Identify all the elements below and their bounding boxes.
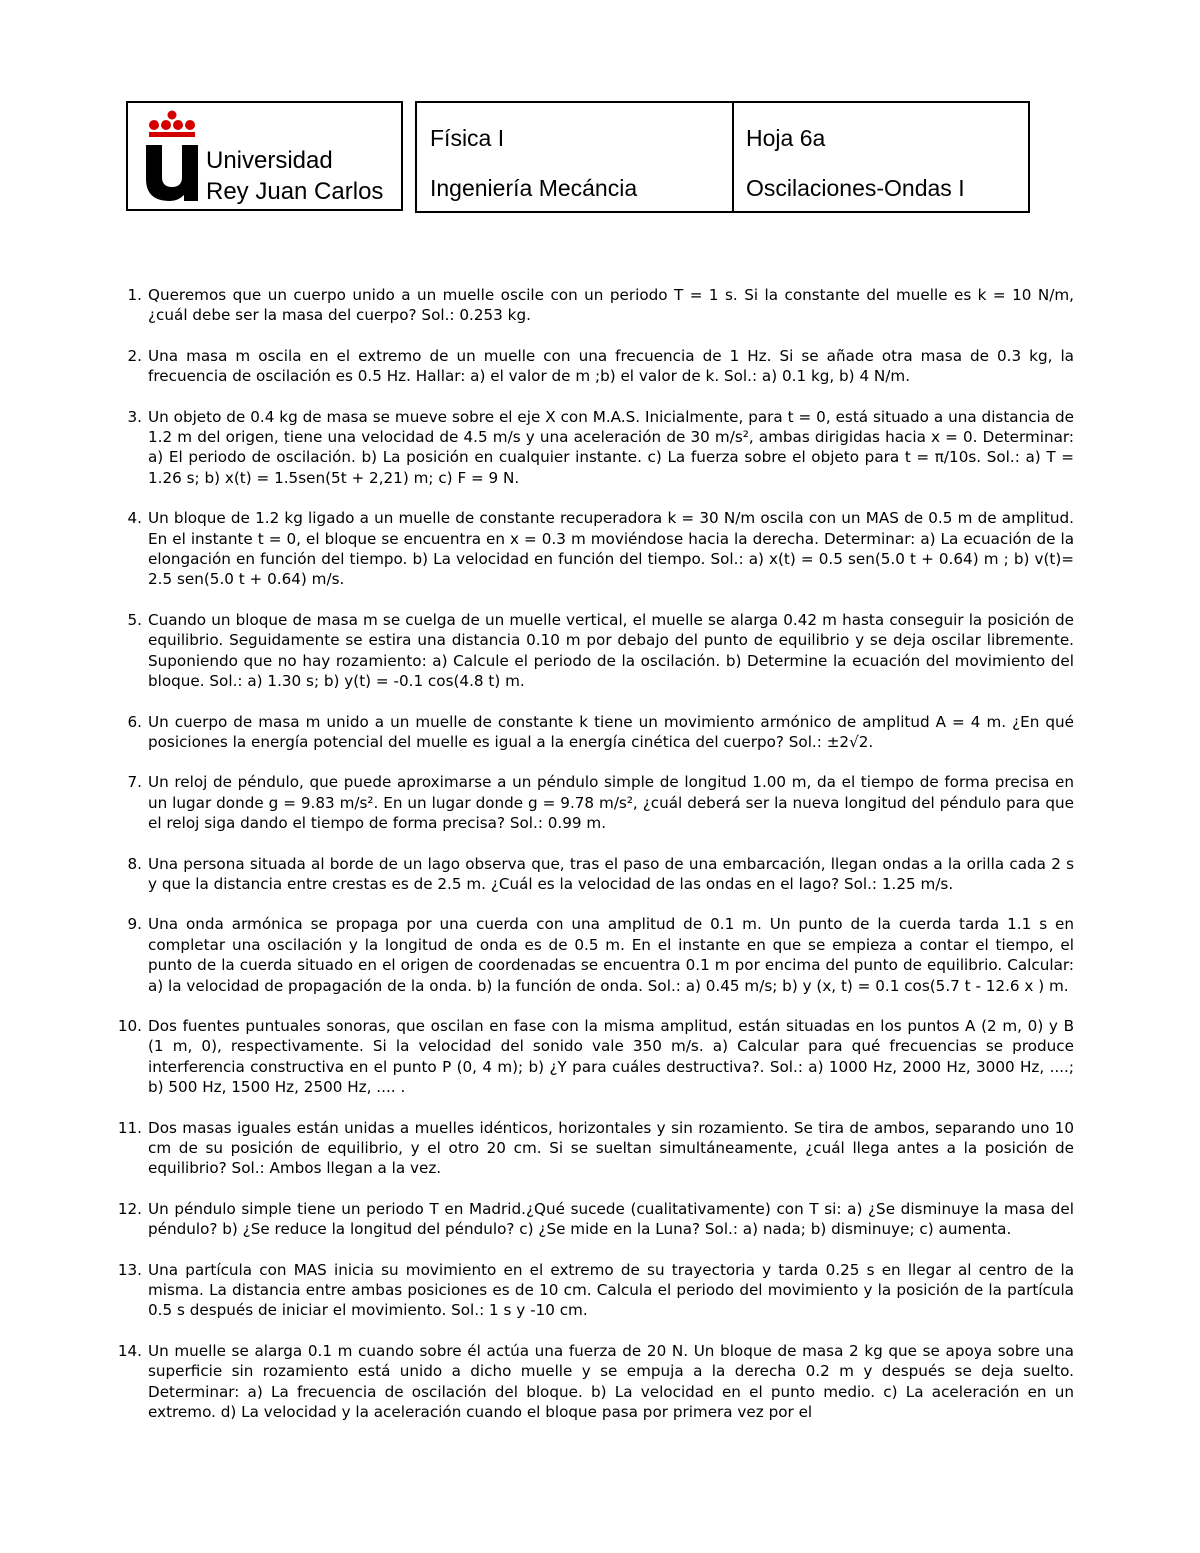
- problem-item: 1. Queremos que un cuerpo unido a un muelle oscile con un periodo T = 1 s. Si la constante del muelle es k = 10 N/m, ¿cuál debe ser la masa del cuerpo? Sol.: 0.253 kg.: [127, 286, 1074, 325]
- problem-item: 13. Una partícula con MAS inicia su movimiento en el extremo de su trayectoria y tarda 0.25 s en llegar al centro de la misma. La distancia entre ambas posiciones es de 10 cm. Calcula el periodo del movimiento y la posición de la partícula 0.5 s después de iniciar el movimiento. Sol.: 1 s y -10 cm.: [117, 1260, 1074, 1320]
- page-header: [126, 101, 1030, 213]
- subject-label: Física I: [430, 125, 505, 151]
- problem-item: 8. Una persona situada al borde de un lago observa que, tras el paso de una embarcación, llegan ondas a la orilla cada 2 s y que la distancia entre crestas es de 2.5 m. ¿Cuál es la velocidad de las ondas en el lago? Sol.: 1.25 m/s.: [127, 854, 1074, 893]
- problem-list: [110, 285, 1074, 1442]
- degree-label: Ingeniería Mecáncia: [430, 175, 638, 201]
- problem-item: 14. Un muelle se alarga 0.1 m cuando sobre él actúa una fuerza de 20 N. Un bloque de masa 2 kg que se apoya sobre una superficie sin rozamiento está unido a dicho muelle y se empuja a la derecha 0.2 m y después se deja suelto. Determinar: a) La frecuencia de oscilación del bloque. b) La velocidad en el punto medio. c) La aceleración en un extremo. d) La velocidad y la aceleración cuando el bloque pasa por primera vez por el: [117, 1341, 1074, 1422]
- info-divider: [732, 103, 734, 211]
- problem-item: 9. Una onda armónica se propaga por una cuerda con una amplitud de 0.1 m. Un punto de la cuerda tarda 1.1 s en completar una oscilación y la longitud de onda es de 0.5 m. En el instante en que se empieza a contar el tiempo, el punto de la cuerda situado en el origen de coordenadas se encuentra 0.1 m por encima del punto de equilibrio. Calcular: a) la velocidad de propagación de la onda. b) la función de onda. Sol.: a) 0.45 m/s; b) y (x, t) = 0.1 cos(5.7 t - 12.6 x ) m.: [127, 915, 1074, 995]
- problem-item: 10. Dos fuentes puntuales sonoras, que oscilan en fase con la misma amplitud, están situadas en los puntos A (2 m, 0) y B (1 m, 0), respectivamente. Si la velocidad del sonido vale 350 m/s. a) Calcular para qué frecuencias se produce interferencia constructiva en el punto P (0, 4 m); b) ¿Y para cuáles destructiva?. Sol.: a) 1000 Hz, 2000 Hz, 3000 Hz, ....; b) 500 Hz, 1500 Hz, 2500 Hz, .... .: [117, 1016, 1074, 1097]
- problem-item: 3. Un objeto de 0.4 kg de masa se mueve sobre el eje X con M.A.S. Inicialmente, para t = 0, está situado a una distancia de 1.2 m del origen, tiene una velocidad de 4.5 m/s y una aceleración de 30 m/s², ambas dirigidas hacia x = 0. Determinar: a) El periodo de oscilación. b) La posición en cualquier instante. c) La fuerza sobre el objeto para t = π/10s. Sol.: a) T = 1.26 s; b) x(t) = 1.5sen(5t + 2,21) m; c) F = 9 N.: [127, 407, 1074, 487]
- problem-item: 11. Dos masas iguales están unidas a muelles idénticos, horizontales y sin rozamiento. Se tira de ambos, separando uno 10 cm de su posición de equilibrio, y el otro 20 cm. Si se sueltan simultáneamente, ¿cuál llega antes a la posición de equilibrio? Sol.: Ambos llegan a la vez.: [117, 1118, 1074, 1178]
- university-logo-box: [126, 101, 403, 211]
- topic-label: Oscilaciones-Ondas I: [746, 175, 965, 201]
- problem-item: 4. Un bloque de 1.2 kg ligado a un muelle de constante recuperadora k = 30 N/m oscila con un MAS de 0.5 m de amplitud. En el instante t = 0, el bloque se encuentra en x = 0.3 m moviéndose hacia la derecha. Determinar: a) La ecuación de la elongación en función del tiempo. b) La velocidad en función del tiempo. Sol.: a) x(t) = 0.5 sen(5.0 t + 0.64) m ; b) v(t)= 2.5 sen(5.0 t + 0.64) m/s.: [127, 509, 1074, 589]
- university-name-line1: Universidad: [206, 147, 333, 174]
- problem-item: 5. Cuando un bloque de masa m se cuelga de un muelle vertical, el muelle se alarga 0.42 m hasta conseguir la posición de equilibrio. Seguidamente se estira una distancia 0.10 m por debajo del punto de equilibrio y se deja oscilar libremente. Suponiendo que no hay rozamiento: a) Calcule el periodo de la oscilación. b) Determine la ecuación del movimiento del bloque. Sol.: a) 1.30 s; b) y(t) = -0.1 cos(4.8 t) m.: [127, 610, 1074, 691]
- course-info-box: [415, 101, 1030, 213]
- university-name-line2: Rey Juan Carlos: [206, 178, 384, 205]
- urjc-logo-icon: [140, 109, 204, 201]
- sheet-label: Hoja 6a: [746, 125, 826, 151]
- problem-item: 2. Una masa m oscila en el extremo de un muelle con una frecuencia de 1 Hz. Si se añade otra masa de 0.3 kg, la frecuencia de oscilación es 0.5 Hz. Hallar: a) el valor de m ;b) el valor de k. Sol.: a) 0.1 kg, b) 4 N/m.: [127, 346, 1074, 386]
- problem-item: 12. Un péndulo simple tiene un periodo T en Madrid.¿Qué sucede (cualitativamente) con T si: a) ¿Se disminuye la masa del péndulo? b) ¿Se reduce la longitud del péndulo? c) ¿Se mide en la Luna? Sol.: a) nada; b) disminuye; c) aumenta.: [117, 1199, 1074, 1239]
- problem-item: 6. Un cuerpo de masa m unido a un muelle de constante k tiene un movimiento armónico de amplitud A = 4 m. ¿En qué posiciones la energía potencial del muelle es igual a la energía cinética del cuerpo? Sol.: ±2√2.: [127, 712, 1074, 751]
- problem-item: 7. Un reloj de péndulo, que puede aproximarse a un péndulo simple de longitud 1.00 m, da el tiempo de forma precisa en un lugar donde g = 9.83 m/s². En un lugar donde g = 9.78 m/s², ¿cuál deberá ser la nueva longitud del péndulo para que el reloj siga dando el tiempo de forma precisa? Sol.: 0.99 m.: [127, 773, 1074, 833]
